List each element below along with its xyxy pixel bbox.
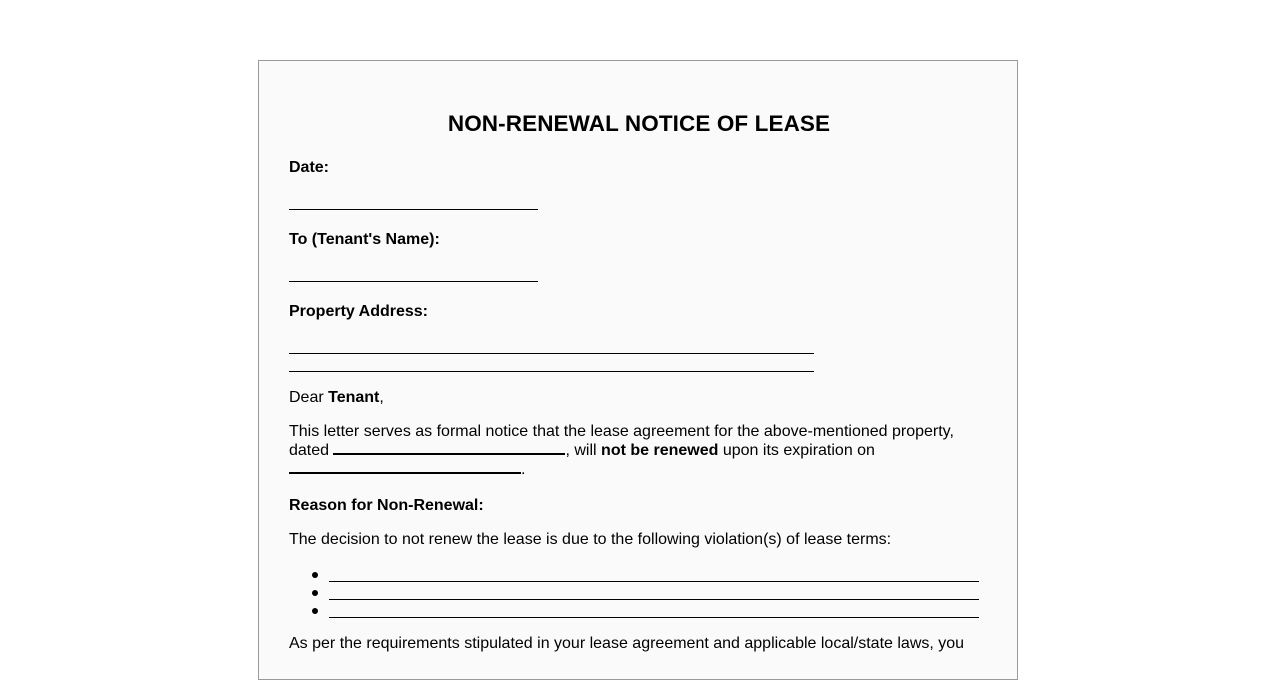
not-renewed-emphasis: not be renewed xyxy=(601,442,719,459)
reason-text: The decision to not renew the lease is due to the following violation(s) of lease terms: xyxy=(289,531,892,548)
bullet-icon xyxy=(312,608,318,614)
tenant-name-label: To (Tenant's Name): xyxy=(289,231,440,248)
notice-text-part2: , will xyxy=(565,442,602,459)
notice-document xyxy=(258,60,1018,680)
notice-text-end: . xyxy=(521,461,526,478)
violation-blank xyxy=(329,599,979,600)
bullet-icon xyxy=(312,590,318,596)
greeting-suffix: , xyxy=(379,389,384,406)
notice-text-part1: This letter serves as formal notice that the lease agreement for the above-mentioned property, dated xyxy=(289,423,954,459)
date-label: Date: xyxy=(289,159,330,176)
document-title: NON-RENEWAL NOTICE OF LEASE xyxy=(447,111,831,136)
tenant-name-blank xyxy=(289,281,538,282)
reason-heading: Reason for Non-Renewal: xyxy=(289,497,484,514)
greeting-prefix: Dear xyxy=(289,389,329,406)
property-address-blank-2 xyxy=(289,371,814,372)
requirements-paragraph: As per the requirements stipulated in your lease agreement and applicable local/state laws, you xyxy=(289,635,965,652)
expiration-date-blank xyxy=(289,460,521,474)
date-blank xyxy=(289,209,538,210)
property-address-label: Property Address: xyxy=(289,303,428,320)
notice-text-part3: upon its expiration on xyxy=(718,442,875,459)
violation-blank xyxy=(329,617,979,618)
violation-blank xyxy=(329,581,979,582)
greeting xyxy=(289,389,384,407)
greeting-name: Tenant xyxy=(328,389,380,406)
notice-paragraph xyxy=(289,423,979,479)
property-address-blank-1 xyxy=(289,353,814,354)
bullet-icon xyxy=(312,572,318,578)
lease-date-blank xyxy=(333,441,565,455)
